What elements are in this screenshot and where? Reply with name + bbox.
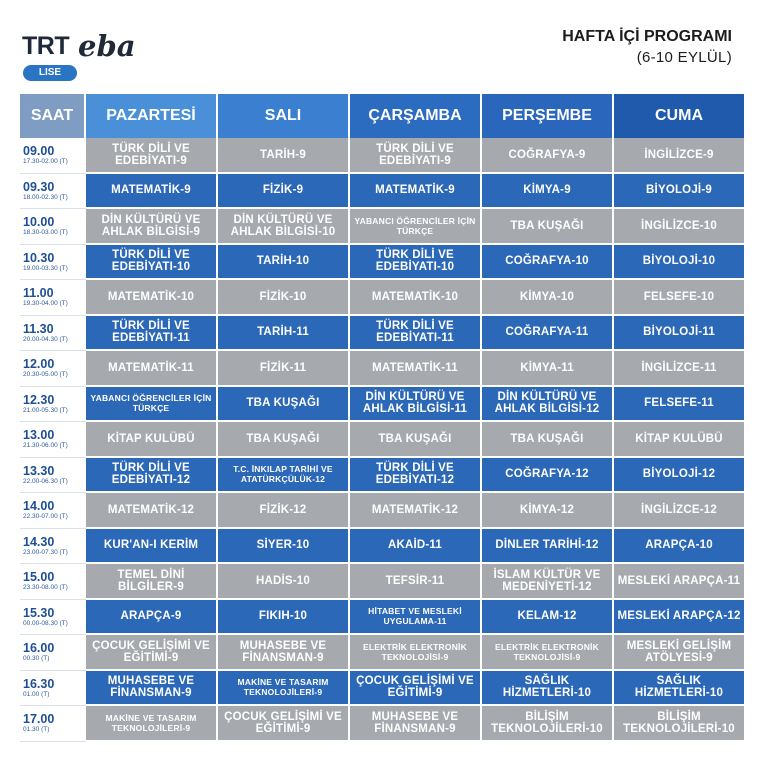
- program-cell: KİTAP KULÜBÜ: [614, 422, 746, 458]
- program-cell: ARAPÇA-9: [86, 600, 218, 636]
- program-cell: COĞRAFYA-11: [482, 316, 614, 352]
- program-cell: ARAPÇA-10: [614, 529, 746, 565]
- program-cell: ÇOCUK GELİŞİMİ VE EĞİTİMİ-9: [350, 671, 482, 707]
- time-label: 09.00: [23, 144, 55, 159]
- program-cell: YABANCI ÖĞRENCİLER İÇİN TÜRKÇE: [350, 209, 482, 245]
- logo-eba-text: eba: [78, 29, 136, 63]
- program-cell: KİMYA-10: [482, 280, 614, 316]
- time-label: 11.00: [23, 286, 54, 301]
- program-cell: BİYOLOJİ-11: [614, 316, 746, 352]
- time-slot: [20, 671, 86, 707]
- time-label: 12.00: [23, 357, 55, 372]
- time-slot: [20, 280, 86, 316]
- program-cell: İNGİLİZCE-9: [614, 138, 746, 174]
- time-label: 14.00: [23, 499, 55, 514]
- time-range: 20.00-04.30 (T): [23, 335, 68, 343]
- time-slot: [20, 635, 86, 671]
- program-cell: BİYOLOJİ-12: [614, 458, 746, 494]
- time-range: 19.30-04.00 (T): [23, 300, 68, 308]
- program-cell: DİNLER TARİHİ-12: [482, 529, 614, 565]
- program-cell: FİZİK-9: [218, 174, 350, 210]
- program-cell: SAĞLIK HİZMETLERİ-10: [614, 671, 746, 707]
- program-cell: FELSEFE-10: [614, 280, 746, 316]
- program-cell: AKAİD-11: [350, 529, 482, 565]
- time-range: 00.00-08.30 (T): [23, 619, 68, 627]
- time-range: 01.30 (T): [23, 726, 50, 734]
- program-cell: KİTAP KULÜBÜ: [86, 422, 218, 458]
- program-cell: TBA KUŞAĞI: [350, 422, 482, 458]
- trt-eba-logo: [22, 29, 142, 82]
- program-cell: TÜRK DİLİ VE EDEBİYATI-11: [86, 316, 218, 352]
- program-cell: MATEMATİK-12: [86, 493, 218, 529]
- time-label: 15.00: [23, 570, 55, 585]
- program-cell: KELAM-12: [482, 600, 614, 636]
- time-slot: [20, 351, 86, 387]
- program-cell: T.C. İNKILAP TARİHİ VE ATATÜRKÇÜLÜK-12: [218, 458, 350, 494]
- program-cell: İNGİLİZCE-12: [614, 493, 746, 529]
- program-title-dates: (6-10 EYLÜL): [636, 49, 732, 66]
- time-range: 21.00-05.30 (T): [23, 406, 68, 414]
- program-cell: ELEKTRİK ELEKTRONİK TEKNOLOJİSİ-9: [482, 635, 614, 671]
- program-cell: YABANCI ÖĞRENCİLER İÇİN TÜRKÇE: [86, 387, 218, 423]
- program-cell: TÜRK DİLİ VE EDEBİYATI-11: [350, 316, 482, 352]
- program-cell: FIKIH-10: [218, 600, 350, 636]
- time-label: 11.30: [23, 321, 54, 336]
- program-cell: TBA KUŞAĞI: [482, 209, 614, 245]
- time-slot: [20, 209, 86, 245]
- time-label: 17.00: [23, 712, 55, 727]
- time-label: 12.30: [23, 392, 55, 407]
- header-cuma: CUMA: [614, 94, 746, 138]
- time-range: 23.00-07.30 (T): [23, 548, 68, 556]
- time-label: 13.30: [23, 463, 55, 478]
- program-cell: TBA KUŞAĞI: [218, 387, 350, 423]
- time-slot: [20, 493, 86, 529]
- time-slot: [20, 245, 86, 281]
- program-cell: HİTABET VE MESLEKİ UYGULAMA-11: [350, 600, 482, 636]
- time-label: 16.00: [23, 641, 55, 656]
- program-cell: İNGİLİZCE-11: [614, 351, 746, 387]
- program-cell: TBA KUŞAĞI: [482, 422, 614, 458]
- program-cell: İSLAM KÜLTÜR VE MEDENİYETİ-12: [482, 564, 614, 600]
- time-slot: [20, 600, 86, 636]
- time-range: 01.00 (T): [23, 690, 50, 698]
- header-saat: SAAT: [20, 94, 86, 138]
- program-cell: DİN KÜLTÜRÜ VE AHLAK BİLGİSİ-11: [350, 387, 482, 423]
- program-cell: DİN KÜLTÜRÜ VE AHLAK BİLGİSİ-9: [86, 209, 218, 245]
- program-cell: TÜRK DİLİ VE EDEBİYATI-9: [86, 138, 218, 174]
- program-cell: DİN KÜLTÜRÜ VE AHLAK BİLGİSİ-12: [482, 387, 614, 423]
- time-range: 22.30-07.00 (T): [23, 513, 68, 521]
- time-slot: [20, 422, 86, 458]
- program-cell: COĞRAFYA-12: [482, 458, 614, 494]
- program-cell: MUHASEBE VE FİNANSMAN-9: [350, 706, 482, 742]
- program-cell: TARİH-9: [218, 138, 350, 174]
- program-cell: TÜRK DİLİ VE EDEBİYATI-12: [350, 458, 482, 494]
- program-cell: TEMEL DİNİ BİLGİLER-9: [86, 564, 218, 600]
- program-cell: TEFSİR-11: [350, 564, 482, 600]
- program-cell: SİYER-10: [218, 529, 350, 565]
- header-sali: SALI: [218, 94, 350, 138]
- time-range: 00.30 (T): [23, 655, 50, 663]
- program-cell: İNGİLİZCE-10: [614, 209, 746, 245]
- time-slot: [20, 316, 86, 352]
- time-slot: [20, 706, 86, 742]
- header-persembe: PERŞEMBE: [482, 94, 614, 138]
- program-cell: BİYOLOJİ-10: [614, 245, 746, 281]
- program-cell: ÇOCUK GELİŞİMİ VE EĞİTİMİ-9: [218, 706, 350, 742]
- time-slot: [20, 458, 86, 494]
- time-label: 13.00: [23, 428, 55, 443]
- time-label: 15.30: [23, 605, 55, 620]
- time-range: 18.00-02.30 (T): [23, 193, 68, 201]
- time-slot: [20, 138, 86, 174]
- time-range: 23.30-08.00 (T): [23, 584, 68, 592]
- program-cell: MATEMATİK-11: [86, 351, 218, 387]
- program-cell: BİLİŞİM TEKNOLOJİLERİ-10: [482, 706, 614, 742]
- program-cell: BİLİŞİM TEKNOLOJİLERİ-10: [614, 706, 746, 742]
- program-cell: FİZİK-12: [218, 493, 350, 529]
- program-cell: MUHASEBE VE FİNANSMAN-9: [86, 671, 218, 707]
- program-cell: TÜRK DİLİ VE EDEBİYATI-9: [350, 138, 482, 174]
- program-cell: MUHASEBE VE FİNANSMAN-9: [218, 635, 350, 671]
- program-cell: MAKİNE VE TASARIM TEKNOLOJİLERİ-9: [218, 671, 350, 707]
- lise-badge: LISE: [23, 65, 77, 81]
- time-range: 20.30-05.00 (T): [23, 371, 68, 379]
- program-cell: FİZİK-10: [218, 280, 350, 316]
- program-cell: FİZİK-11: [218, 351, 350, 387]
- time-label: 09.30: [23, 179, 55, 194]
- program-cell: COĞRAFYA-9: [482, 138, 614, 174]
- time-slot: [20, 387, 86, 423]
- program-cell: KİMYA-11: [482, 351, 614, 387]
- time-slot: [20, 564, 86, 600]
- time-label: 14.30: [23, 534, 55, 549]
- program-cell: ELEKTRİK ELEKTRONİK TEKNOLOJİSİ-9: [350, 635, 482, 671]
- program-cell: DİN KÜLTÜRÜ VE AHLAK BİLGİSİ-10: [218, 209, 350, 245]
- time-range: 22.00-06.30 (T): [23, 477, 68, 485]
- program-cell: MESLEKİ GELİŞİM ATÖLYESİ-9: [614, 635, 746, 671]
- program-cell: TÜRK DİLİ VE EDEBİYATI-10: [350, 245, 482, 281]
- program-cell: MATEMATİK-9: [86, 174, 218, 210]
- logo-trt-text: TRT: [22, 32, 70, 60]
- program-cell: MATEMATİK-10: [350, 280, 482, 316]
- program-cell: TARİH-10: [218, 245, 350, 281]
- program-title: [562, 28, 732, 66]
- program-cell: TÜRK DİLİ VE EDEBİYATI-10: [86, 245, 218, 281]
- program-cell: HADİS-10: [218, 564, 350, 600]
- program-cell: MATEMATİK-11: [350, 351, 482, 387]
- program-cell: MATEMATİK-10: [86, 280, 218, 316]
- time-slot: [20, 174, 86, 210]
- time-label: 16.30: [23, 676, 55, 691]
- program-cell: MATEMATİK-12: [350, 493, 482, 529]
- time-label: 10.30: [23, 250, 55, 265]
- program-cell: ÇOCUK GELİŞİMİ VE EĞİTİMİ-9: [86, 635, 218, 671]
- program-title-main: HAFTA İÇİ PROGRAMI: [562, 28, 732, 45]
- schedule-table: [20, 94, 744, 742]
- program-cell: KİMYA-12: [482, 493, 614, 529]
- header-carsamba: ÇARŞAMBA: [350, 94, 482, 138]
- program-cell: TARİH-11: [218, 316, 350, 352]
- program-cell: SAĞLIK HİZMETLERİ-10: [482, 671, 614, 707]
- program-cell: COĞRAFYA-10: [482, 245, 614, 281]
- program-cell: KUR'AN-I KERİM: [86, 529, 218, 565]
- time-slot: [20, 529, 86, 565]
- time-label: 10.00: [23, 215, 55, 230]
- program-cell: MESLEKİ ARAPÇA-12: [614, 600, 746, 636]
- program-cell: MESLEKİ ARAPÇA-11: [614, 564, 746, 600]
- header-pazartesi: PAZARTESİ: [86, 94, 218, 138]
- time-range: 19.00-03.30 (T): [23, 264, 68, 272]
- program-cell: MAKİNE VE TASARIM TEKNOLOJİLERİ-9: [86, 706, 218, 742]
- program-cell: TBA KUŞAĞI: [218, 422, 350, 458]
- time-range: 18.30-03.00 (T): [23, 229, 68, 237]
- program-cell: BİYOLOJİ-9: [614, 174, 746, 210]
- program-cell: KİMYA-9: [482, 174, 614, 210]
- program-cell: MATEMATİK-9: [350, 174, 482, 210]
- program-cell: FELSEFE-11: [614, 387, 746, 423]
- time-range: 21.30-06.00 (T): [23, 442, 68, 450]
- program-cell: TÜRK DİLİ VE EDEBİYATI-12: [86, 458, 218, 494]
- time-range: 17.30-02.00 (T): [23, 158, 68, 166]
